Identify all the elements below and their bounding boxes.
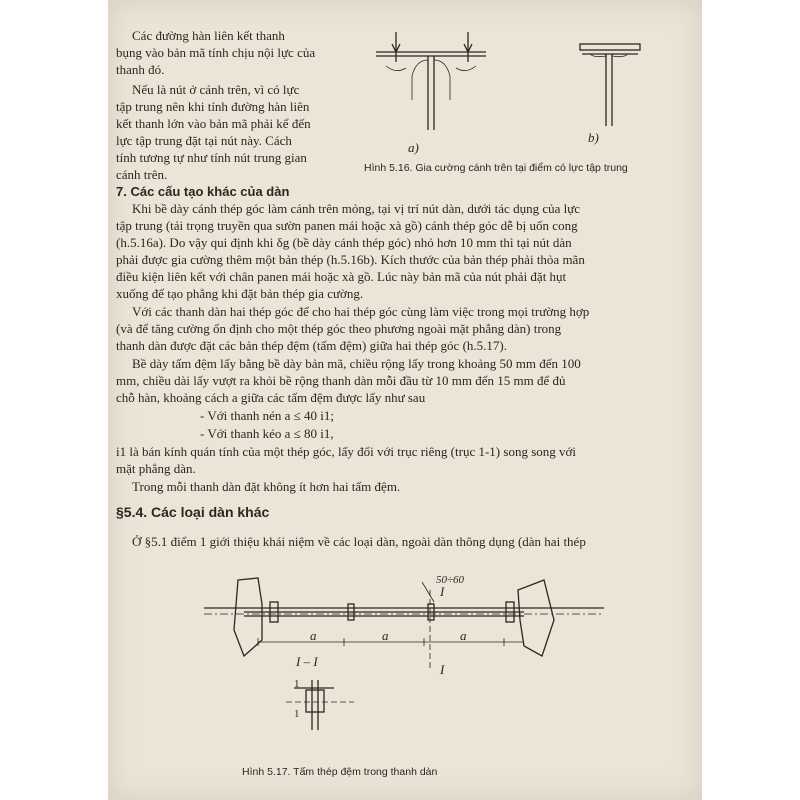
section-mark: I	[440, 584, 445, 599]
figure-5-16a-drawing	[376, 30, 486, 140]
body-line: tập trung (tải trọng truyền qua sườn panen mái hoặc xà gồ) cánh thép góc dễ bị uốn cong	[116, 218, 578, 233]
para-line: kết thanh lớn vào bản mã phải kể đến	[116, 116, 311, 131]
section-mark: I	[440, 662, 445, 677]
body-line: Trong mỗi thanh dàn đặt không ít hơn hai tấm đệm.	[132, 479, 401, 494]
body-line: Ở §5.1 điểm 1 giới thiệu khái niệm về các loại dàn, ngoài dàn thông dụng (dàn hai thép	[132, 534, 586, 549]
body-line: - Với thanh nén a ≤ 40 i1;	[200, 408, 334, 423]
spacing-label: a	[310, 628, 317, 643]
figure-5-17-caption: Hình 5.17. Tấm thép đệm trong thanh dàn	[242, 766, 438, 778]
para-line: cánh trên.	[116, 167, 168, 182]
figure-5-16-caption: Hình 5.16. Gia cường cánh trên tại điểm có lực tập trung	[364, 162, 628, 174]
axis-label: 1	[294, 708, 300, 720]
body-line: i1 là bán kính quán tính của một thép góc, lấy đối với trục riêng (trục 1-1) song song với	[116, 444, 576, 459]
para-line: Nếu là nút ở cánh trên, vì có lực	[132, 82, 300, 97]
body-line: Với các thanh dàn hai thép góc để cho hai thép góc cùng làm việc trong mọi trường hợp	[132, 304, 590, 319]
body-line: Khi bề dày cánh thép góc làm cánh trên mỏng, tại vị trí nút dàn, dưới tác dụng của lực	[132, 201, 581, 216]
spacing-label: a	[382, 628, 389, 643]
axis-label: 1	[294, 678, 300, 690]
section-label: I – I	[296, 654, 318, 669]
body-line: (và để tăng cường ổn định cho một thép góc theo phương ngoài mặt phẳng dàn) trong	[116, 321, 562, 336]
body-line: (h.5.16a). Do vậy qui định khi δg (bề dày cánh thép góc) nhỏ hơn 10 mm thì tại nút dàn	[116, 235, 572, 250]
dimension-label: 50÷60	[436, 574, 465, 586]
body-line: chỗ hàn, khoảng cách a giữa các tấm đệm được lấy như sau	[116, 390, 426, 405]
figure-5-16a-label: a)	[408, 140, 419, 155]
para-line: bụng vào bản mã tính chịu nội lực của	[116, 45, 316, 60]
section-7-heading: 7. Các cấu tạo khác của dàn	[116, 184, 290, 199]
body-line: Bề dày tấm đệm lấy bằng bề dày bản mã, chiều rộng lấy trong khoảng 50 mm đến 100	[132, 356, 581, 371]
para-line: thanh đó.	[116, 62, 165, 77]
body-line: phải được gia cường thêm một bản thép (h.5.16b). Kích thước của bản thép phải thỏa mãn	[116, 252, 585, 267]
figure-5-16b-label: b)	[588, 130, 599, 145]
book-page	[108, 0, 702, 800]
section-5-4-heading: §5.4. Các loại dàn khác	[116, 504, 270, 520]
para-line: Các đường hàn liên kết thanh	[132, 28, 285, 43]
spacing-label: a	[460, 628, 467, 643]
figure-5-16b-drawing	[574, 36, 654, 136]
body-line: thanh dàn được đặt các bản thép đệm (tấm đệm) giữa hai thép góc (h.5.17).	[116, 338, 507, 353]
para-line: lực tập trung đặt tại nút này. Cách	[116, 133, 292, 148]
figure-5-17-drawing	[204, 560, 664, 760]
body-line: xuống để tạo phẳng khi đặt bản thép gia cường.	[116, 286, 364, 301]
body-line: mm, chiều dài lấy vượt ra khỏi bề rộng thanh dàn mỗi đầu từ 10 mm đến 15 mm để đủ	[116, 373, 566, 388]
body-line: - Với thanh kéo a ≤ 80 i1,	[200, 426, 334, 441]
para-line: tập trung nên khi tính đường hàn liên	[116, 99, 310, 114]
para-line: tính tương tự như tính nút trung gian	[116, 150, 307, 165]
body-line: mặt phẳng dàn.	[116, 461, 196, 476]
body-line: điều kiện liên kết với chân panen mái hoặc xà gồ. Lúc này bản mã của nút phải đặt hụt	[116, 269, 567, 284]
